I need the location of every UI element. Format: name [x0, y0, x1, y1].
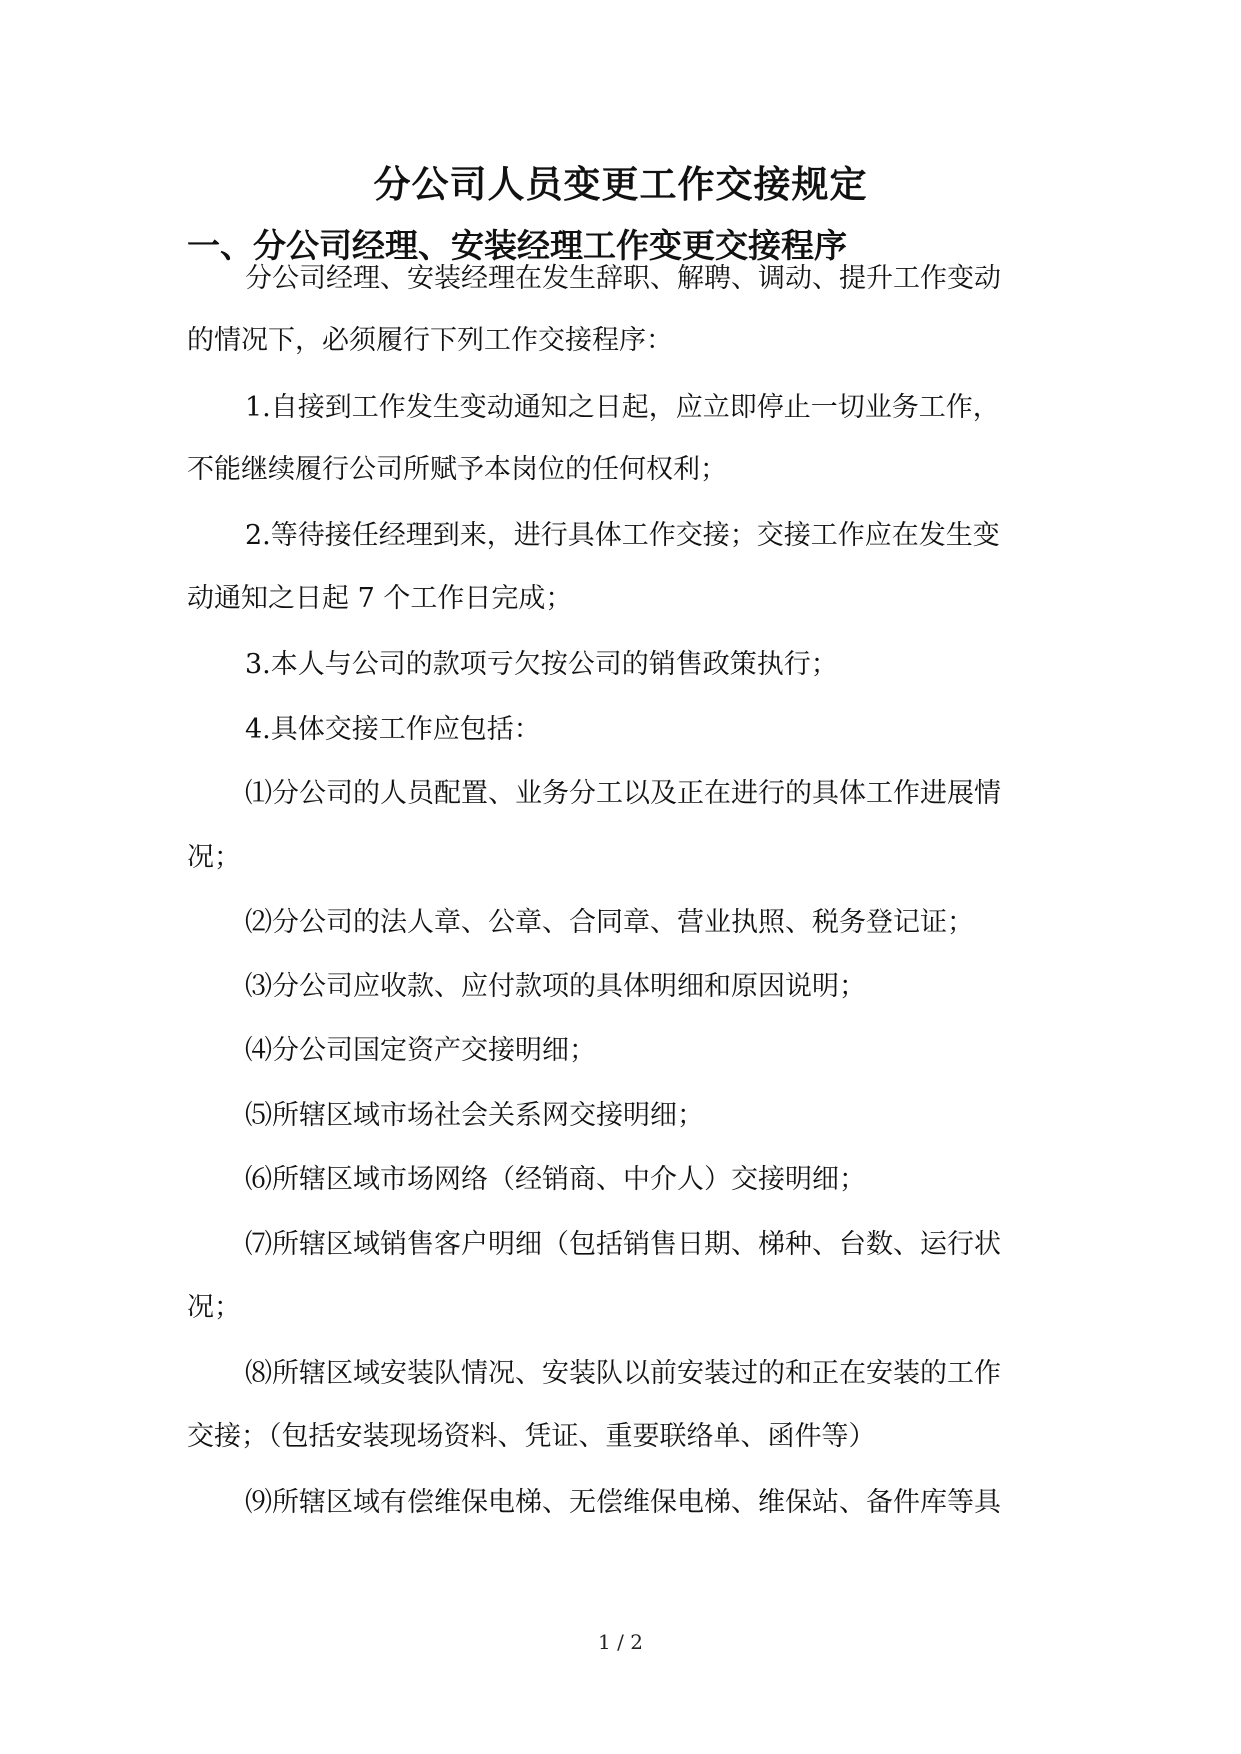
- paragraph-line: 不能继续履行公司所赋予本岗位的任何权利；: [187, 454, 727, 485]
- page-number: 1 / 2: [598, 1630, 643, 1654]
- paragraph-line: ⑴分公司的人员配置、业务分工以及正在进行的具体工作进展情: [245, 778, 1001, 809]
- paragraph-line: ⑻所辖区域安装队情况、安装队以前安装过的和正在安装的工作: [245, 1358, 1001, 1389]
- paragraph-line: ⑸所辖区域市场社会关系网交接明细；: [245, 1100, 704, 1131]
- paragraph-line: 况；: [187, 1292, 241, 1323]
- paragraph-line: 分公司经理、安装经理在发生辞职、解聘、调动、提升工作变动: [245, 263, 1001, 294]
- paragraph-line: 4.具体交接工作应包括：: [245, 714, 541, 745]
- paragraph-line: 3.本人与公司的款项亏欠按公司的销售政策执行；: [245, 649, 838, 680]
- paragraph-line: ⑼所辖区域有偿维保电梯、无偿维保电梯、维保站、备件库等具: [245, 1487, 1001, 1518]
- section-heading: 一、分公司经理、安装经理工作变更交接程序: [187, 226, 847, 265]
- paragraph-line: ⑵分公司的法人章、公章、合同章、营业执照、税务登记证；: [245, 907, 974, 938]
- paragraph-line: 2.等待接任经理到来，进行具体工作交接；交接工作应在发生变: [245, 520, 1000, 551]
- paragraph-line: 的情况下，必须履行下列工作交接程序：: [187, 325, 673, 356]
- paragraph-line: ⑹所辖区域市场网络（经销商、中介人）交接明细；: [245, 1164, 866, 1195]
- document-title: 分公司人员变更工作交接规定: [373, 162, 868, 206]
- paragraph-line: ⑺所辖区域销售客户明细（包括销售日期、梯种、台数、运行状: [245, 1229, 1001, 1260]
- paragraph-line: ⑷分公司国定资产交接明细；: [245, 1035, 596, 1066]
- paragraph-line: ⑶分公司应收款、应付款项的具体明细和原因说明；: [245, 971, 866, 1002]
- paragraph-line: 况；: [187, 842, 241, 873]
- paragraph-line: 动通知之日起 7 个工作日完成；: [187, 583, 573, 614]
- paragraph-line: 1.自接到工作发生变动通知之日起，应立即停止一切业务工作，: [245, 392, 1000, 423]
- paragraph-line: 交接；（包括安装现场资料、凭证、重要联络单、函件等）: [187, 1421, 876, 1452]
